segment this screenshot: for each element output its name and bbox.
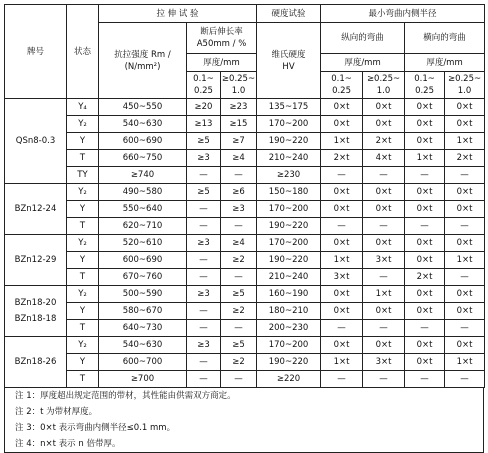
tensile-strength-cell: 620~710 [99, 218, 187, 235]
elongation-a-cell: — [187, 371, 221, 388]
table-row [5, 116, 485, 133]
tensile-strength-cell: 600~690 [99, 252, 187, 269]
transverse-bend-a-cell: 0×t [405, 133, 445, 150]
tensile-strength-cell: 540~630 [99, 116, 187, 133]
range-a-line1: 0.1~ [331, 74, 352, 84]
transverse-bend-b-cell: 1×t [445, 354, 485, 371]
range-b-line1: ≥0.25~ [221, 74, 256, 84]
state-cell: Y [67, 303, 99, 320]
tensile-strength-cell: 580~670 [99, 303, 187, 320]
table-row [5, 235, 485, 252]
header-elongation-thickness: 厚度/mm [187, 54, 257, 72]
transverse-bend-b-cell: 0×t [445, 99, 485, 116]
elongation-a-cell: ≥13 [187, 116, 221, 133]
state-cell: T [67, 150, 99, 167]
range-b-line1: ≥0.25~ [447, 74, 482, 84]
range-a-line1: 0.1~ [193, 74, 214, 84]
transverse-bend-a-cell: — [405, 320, 445, 337]
longitudinal-bend-b-cell: — [363, 269, 405, 286]
elongation-a-cell: — [187, 354, 221, 371]
header-transverse-thickness: 厚度/mm [405, 54, 485, 72]
table-row [5, 303, 485, 320]
tensile-strength-cell: ≥700 [99, 371, 187, 388]
longitudinal-bend-a-cell: — [321, 167, 363, 184]
transverse-bend-a-cell: — [405, 371, 445, 388]
state-cell: Y₄ [67, 99, 99, 116]
longitudinal-bend-b-cell: 0×t [363, 235, 405, 252]
range-b-line2: 1.0 [231, 86, 246, 96]
elongation-a-cell: — [187, 320, 221, 337]
range-a-line2: 0.25 [194, 86, 213, 96]
state-cell: TY [67, 167, 99, 184]
elongation-b-cell: — [221, 269, 257, 286]
transverse-bend-a-cell: 1×t [405, 150, 445, 167]
tensile-strength-cell: 640~730 [99, 320, 187, 337]
vickers-hardness-cell: 190~220 [257, 252, 321, 269]
elongation-a-cell: ≥3 [187, 337, 221, 354]
transverse-bend-a-cell: 0×t [405, 116, 445, 133]
state-cell: T [67, 371, 99, 388]
longitudinal-bend-a-cell: — [321, 371, 363, 388]
transverse-bend-a-cell: 0×t [405, 184, 445, 201]
header-transverse-range-b [445, 72, 485, 99]
spec-table-container [4, 4, 484, 453]
longitudinal-bend-a-cell: 1×t [321, 354, 363, 371]
elongation-a-cell: ≥3 [187, 235, 221, 252]
table-row [5, 337, 485, 354]
state-cell: Y₂ [67, 116, 99, 133]
tensile-strength-cell: 660~750 [99, 150, 187, 167]
longitudinal-bend-b-cell: 2×t [363, 133, 405, 150]
longitudinal-bend-b-cell: — [363, 218, 405, 235]
header-tensile-strength-line1: 抗拉强度 Rm / [114, 49, 171, 60]
longitudinal-bend-a-cell: 0×t [321, 337, 363, 354]
transverse-bend-a-cell: 0×t [405, 286, 445, 303]
state-cell: Y₂ [67, 337, 99, 354]
grade-cell [5, 184, 67, 235]
elongation-a-cell: — [187, 269, 221, 286]
note-1: 注 1：厚度超出规定范围的带材，其性能由供需双方商定。 [15, 391, 236, 401]
elongation-b-cell: ≥4 [221, 235, 257, 252]
grade-cell [5, 286, 67, 337]
transverse-bend-b-cell: 0×t [445, 235, 485, 252]
state-cell: Y₂ [67, 235, 99, 252]
transverse-bend-a-cell: 0×t [405, 303, 445, 320]
transverse-bend-a-cell: 0×t [405, 235, 445, 252]
range-a-line2: 0.25 [415, 86, 434, 96]
longitudinal-bend-b-cell: 0×t [363, 303, 405, 320]
transverse-bend-a-cell: 0×t [405, 337, 445, 354]
header-elongation-line1: 断后伸长率 [200, 27, 243, 37]
longitudinal-bend-b-cell: 0×t [363, 337, 405, 354]
header-elongation-range-b [221, 72, 257, 99]
transverse-bend-b-cell: 0×t [445, 303, 485, 320]
vickers-hardness-cell: 170~200 [257, 116, 321, 133]
table-row [5, 371, 485, 388]
longitudinal-bend-b-cell: 1×t [363, 286, 405, 303]
elongation-b-cell: ≥15 [221, 116, 257, 133]
header-tensile-strength-line2: (N/mm²) [124, 61, 161, 72]
longitudinal-bend-a-cell: 3×t [321, 269, 363, 286]
grade-name: BZn18-18 [14, 314, 57, 324]
longitudinal-bend-b-cell: 0×t [363, 201, 405, 218]
grade-name: BZn18-20 [14, 298, 57, 308]
grade-name: BZn12-24 [14, 204, 57, 214]
elongation-b-cell: ≥5 [221, 286, 257, 303]
transverse-bend-b-cell: 0×t [445, 286, 485, 303]
longitudinal-bend-a-cell: 0×t [321, 303, 363, 320]
transverse-bend-b-cell: 0×t [445, 184, 485, 201]
longitudinal-bend-b-cell: 0×t [363, 116, 405, 133]
state-cell: Y [67, 201, 99, 218]
vickers-hardness-cell: 210~240 [257, 269, 321, 286]
longitudinal-bend-b-cell: — [363, 320, 405, 337]
table-row [5, 218, 485, 235]
longitudinal-bend-b-cell: 0×t [363, 99, 405, 116]
vickers-hardness-cell: ≥230 [257, 167, 321, 184]
grade-cell [5, 235, 67, 286]
transverse-bend-b-cell: 1×t [445, 252, 485, 269]
elongation-b-cell: ≥4 [221, 150, 257, 167]
vickers-hardness-cell: 150~180 [257, 184, 321, 201]
transverse-bend-a-cell: 0×t [405, 252, 445, 269]
longitudinal-bend-b-cell: — [363, 167, 405, 184]
elongation-b-cell: — [221, 371, 257, 388]
table-row [5, 201, 485, 218]
transverse-bend-a-cell: 0×t [405, 99, 445, 116]
longitudinal-bend-a-cell: 1×t [321, 133, 363, 150]
vickers-hardness-cell: ≥220 [257, 371, 321, 388]
header-longitudinal-range-b [363, 72, 405, 99]
elongation-a-cell: — [187, 167, 221, 184]
vickers-hardness-cell: 200~230 [257, 320, 321, 337]
vickers-hardness-cell: 190~220 [257, 133, 321, 150]
table-row [5, 252, 485, 269]
state-cell: Y₂ [67, 184, 99, 201]
table-row [5, 167, 485, 184]
vickers-hardness-cell: 170~200 [257, 337, 321, 354]
longitudinal-bend-a-cell: 2×t [321, 150, 363, 167]
tensile-strength-cell: 490~580 [99, 184, 187, 201]
range-a-line1: 0.1~ [414, 74, 435, 84]
note-2: 注 2：t 为带材厚度。 [15, 407, 98, 417]
transverse-bend-b-cell: 0×t [445, 116, 485, 133]
range-b-line2: 1.0 [457, 86, 472, 96]
tensile-strength-cell: 600~700 [99, 354, 187, 371]
spec-table [4, 4, 485, 388]
table-row [5, 150, 485, 167]
header-transverse-range-a [405, 72, 445, 99]
transverse-bend-b-cell: 1×t [445, 133, 485, 150]
header-min-bend-radius: 最小弯曲内侧半径 [321, 5, 485, 23]
elongation-b-cell: ≥5 [221, 337, 257, 354]
header-transverse-bend: 横向的弯曲 [405, 23, 485, 54]
grade-name: QSn8-0.3 [15, 136, 56, 146]
grade-cell [5, 337, 67, 388]
table-body [5, 99, 485, 388]
longitudinal-bend-b-cell: 3×t [363, 252, 405, 269]
elongation-a-cell: — [187, 252, 221, 269]
tensile-strength-cell: 670~760 [99, 269, 187, 286]
table-row [5, 99, 485, 116]
tensile-strength-cell: ≥740 [99, 167, 187, 184]
transverse-bend-a-cell: — [405, 218, 445, 235]
elongation-b-cell: ≥23 [221, 99, 257, 116]
table-row [5, 286, 485, 303]
header-longitudinal-thickness: 厚度/mm [321, 54, 405, 72]
state-cell: Y [67, 252, 99, 269]
longitudinal-bend-a-cell: — [321, 320, 363, 337]
vickers-hardness-cell: 210~240 [257, 150, 321, 167]
longitudinal-bend-a-cell: 0×t [321, 116, 363, 133]
transverse-bend-a-cell: 2×t [405, 269, 445, 286]
elongation-a-cell: — [187, 218, 221, 235]
tensile-strength-cell: 520~610 [99, 235, 187, 252]
transverse-bend-a-cell: 0×t [405, 354, 445, 371]
longitudinal-bend-a-cell: — [321, 218, 363, 235]
elongation-b-cell: ≥7 [221, 133, 257, 150]
transverse-bend-b-cell: — [445, 218, 485, 235]
elongation-b-cell: — [221, 167, 257, 184]
longitudinal-bend-a-cell: 0×t [321, 99, 363, 116]
state-cell: Y [67, 354, 99, 371]
longitudinal-bend-a-cell: 0×t [321, 235, 363, 252]
range-b-line1: ≥0.25~ [366, 74, 401, 84]
tensile-strength-cell: 450~550 [99, 99, 187, 116]
elongation-b-cell: ≥2 [221, 354, 257, 371]
longitudinal-bend-b-cell: — [363, 371, 405, 388]
state-cell: Y₂ [67, 286, 99, 303]
elongation-b-cell: ≥3 [221, 201, 257, 218]
table-row [5, 354, 485, 371]
longitudinal-bend-a-cell: 0×t [321, 201, 363, 218]
tensile-strength-cell: 540~630 [99, 337, 187, 354]
longitudinal-bend-b-cell: 3×t [363, 354, 405, 371]
table-row [5, 320, 485, 337]
longitudinal-bend-a-cell: 0×t [321, 286, 363, 303]
header-elongation-range-a [187, 72, 221, 99]
header-vickers-line2: HV [282, 61, 295, 72]
range-a-line2: 0.25 [332, 86, 351, 96]
vickers-hardness-cell: 135~175 [257, 99, 321, 116]
transverse-bend-b-cell: — [445, 320, 485, 337]
header-vickers-hardness [257, 23, 321, 99]
elongation-a-cell: ≥5 [187, 184, 221, 201]
table-row [5, 269, 485, 286]
transverse-bend-a-cell: — [405, 167, 445, 184]
transverse-bend-b-cell: — [445, 269, 485, 286]
state-cell: T [67, 269, 99, 286]
range-b-line2: 1.0 [376, 86, 391, 96]
elongation-a-cell: ≥3 [187, 286, 221, 303]
transverse-bend-b-cell: 0×t [445, 337, 485, 354]
elongation-b-cell: ≥2 [221, 252, 257, 269]
elongation-a-cell: ≥20 [187, 99, 221, 116]
transverse-bend-b-cell: 2×t [445, 150, 485, 167]
grade-name: BZn18-26 [14, 357, 57, 367]
elongation-a-cell: — [187, 303, 221, 320]
notes-section [4, 388, 484, 453]
vickers-hardness-cell: 190~220 [257, 218, 321, 235]
header-elongation-line2: A50mm / % [196, 39, 247, 49]
elongation-b-cell: — [221, 218, 257, 235]
elongation-b-cell: ≥6 [221, 184, 257, 201]
table-row [5, 184, 485, 201]
state-cell: T [67, 218, 99, 235]
elongation-b-cell: ≥2 [221, 303, 257, 320]
vickers-hardness-cell: 170~200 [257, 201, 321, 218]
header-state: 状态 [67, 5, 99, 99]
header-longitudinal-range-a [321, 72, 363, 99]
longitudinal-bend-b-cell: 4×t [363, 150, 405, 167]
note-3: 注 3：0×t 表示弯曲内侧半径≤0.1 mm。 [15, 423, 176, 433]
elongation-a-cell: ≥3 [187, 150, 221, 167]
transverse-bend-b-cell: — [445, 371, 485, 388]
vickers-hardness-cell: 170~200 [257, 235, 321, 252]
transverse-bend-b-cell: — [445, 167, 485, 184]
elongation-b-cell: — [221, 320, 257, 337]
note-4: 注 4：n×t 表示 n 倍带厚。 [15, 439, 121, 449]
vickers-hardness-cell: 180~210 [257, 303, 321, 320]
elongation-a-cell: ≥5 [187, 133, 221, 150]
longitudinal-bend-a-cell: 1×t [321, 252, 363, 269]
header-vickers-line1: 维氏硬度 [271, 49, 306, 60]
state-cell: Y [67, 133, 99, 150]
header-tensile-strength [99, 23, 187, 99]
elongation-a-cell: — [187, 201, 221, 218]
state-cell: T [67, 320, 99, 337]
tensile-strength-cell: 500~590 [99, 286, 187, 303]
header-tensile-test: 拉 伸 试 验 [99, 5, 257, 23]
transverse-bend-a-cell: 0×t [405, 201, 445, 218]
header-elongation [187, 23, 257, 54]
longitudinal-bend-b-cell: 0×t [363, 184, 405, 201]
transverse-bend-b-cell: 0×t [445, 201, 485, 218]
header-grade: 牌号 [5, 5, 67, 99]
vickers-hardness-cell: 190~220 [257, 354, 321, 371]
grade-cell [5, 99, 67, 184]
grade-name: BZn12-29 [14, 255, 57, 265]
table-row [5, 133, 485, 150]
header-hardness-test: 硬度试验 [257, 5, 321, 23]
vickers-hardness-cell: 160~190 [257, 286, 321, 303]
header-longitudinal-bend: 纵向的弯曲 [321, 23, 405, 54]
longitudinal-bend-a-cell: 0×t [321, 184, 363, 201]
tensile-strength-cell: 550~640 [99, 201, 187, 218]
tensile-strength-cell: 600~690 [99, 133, 187, 150]
